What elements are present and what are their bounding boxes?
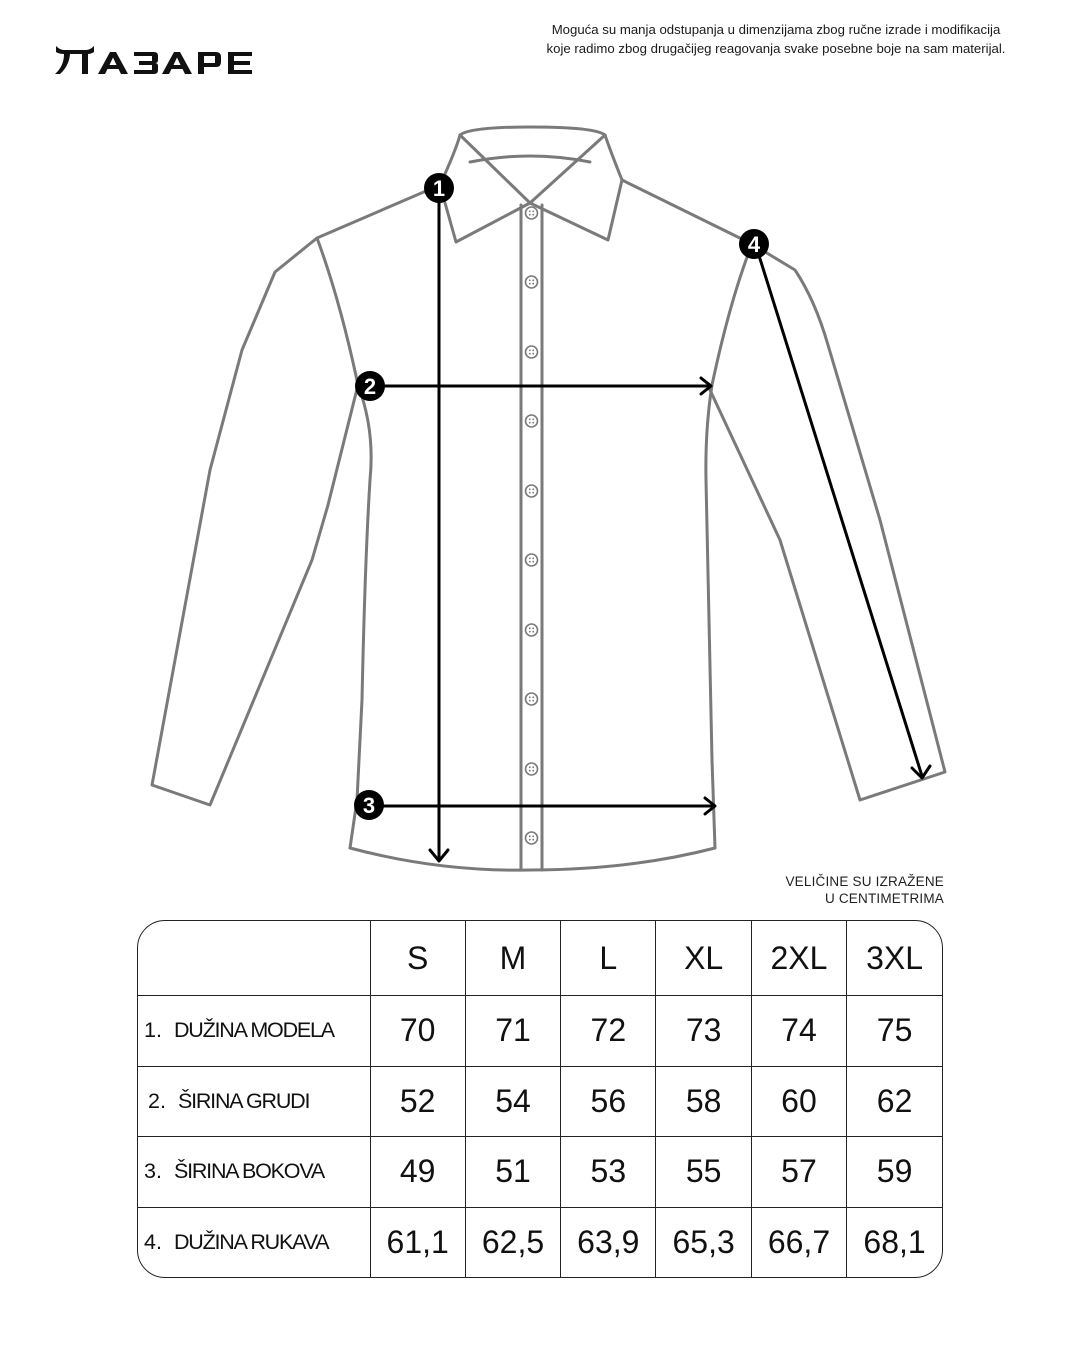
row-number: 2. (148, 1088, 166, 1113)
value-cell: 63,9 (561, 1207, 656, 1277)
value-cell: 72 (561, 996, 656, 1067)
table-header-row (138, 921, 942, 996)
value-cell: 54 (465, 1066, 560, 1137)
svg-text:4: 4 (747, 232, 761, 257)
size-table (138, 921, 942, 1277)
size-header-3xl: 3XL (847, 921, 942, 996)
value-cell: 62,5 (465, 1207, 560, 1277)
shirt-measurement-diagram (0, 100, 1080, 880)
size-header-l: L (561, 921, 656, 996)
header-empty-cell (138, 921, 370, 996)
value-cell: 51 (465, 1137, 560, 1208)
marker-4 (739, 229, 769, 259)
value-cell: 59 (847, 1137, 942, 1208)
row-label-text: ŠIRINA GRUDI (177, 1088, 310, 1113)
value-cell: 68,1 (847, 1207, 942, 1277)
value-cell: 60 (751, 1066, 846, 1137)
value-cell: 58 (656, 1066, 751, 1137)
table-row (138, 1066, 942, 1137)
value-cell: 66,7 (751, 1207, 846, 1277)
size-header-m: M (465, 921, 560, 996)
row-label-sirina-grudi (138, 1066, 370, 1137)
value-cell: 70 (370, 996, 465, 1067)
value-cell: 52 (370, 1066, 465, 1137)
disclaimer-line-2: koje radimo zbog drugačijeg reagovanja svake posebne boje na sam materijal. (546, 41, 1006, 56)
svg-text:3: 3 (362, 793, 376, 818)
size-header-2xl: 2XL (751, 921, 846, 996)
row-label-text: ŠIRINA BOKOVA (173, 1159, 325, 1184)
svg-text:2: 2 (363, 374, 377, 399)
value-cell: 71 (465, 996, 560, 1067)
value-cell: 56 (561, 1066, 656, 1137)
value-cell: 74 (751, 996, 846, 1067)
row-number: 1. (144, 1018, 162, 1043)
brand-logo (54, 42, 264, 78)
size-header-s: S (370, 921, 465, 996)
svg-text:1: 1 (432, 176, 446, 201)
units-note (740, 873, 944, 907)
row-number: 3. (144, 1159, 162, 1184)
value-cell: 65,3 (656, 1207, 751, 1277)
value-cell: 75 (847, 996, 942, 1067)
row-label-text: DUŽINA MODELA (173, 1018, 334, 1043)
value-cell: 49 (370, 1137, 465, 1208)
table-row (138, 1207, 942, 1277)
table-row (138, 1137, 942, 1208)
disclaimer-line-1: Moguća su manja odstupanja u dimenzijama zbog ručne izrade i modifikacija (551, 22, 1001, 37)
shirt-outline-icon (0, 100, 1080, 880)
disclaimer-text (496, 20, 1056, 58)
marker-2 (355, 371, 385, 401)
value-cell: 62 (847, 1066, 942, 1137)
value-cell: 73 (656, 996, 751, 1067)
marker-3 (354, 790, 384, 820)
value-cell: 61,1 (370, 1207, 465, 1277)
table-row (138, 996, 942, 1067)
units-note-line-1: VELIČINE SU IZRAŽENE (785, 874, 944, 889)
row-number: 4. (144, 1229, 162, 1254)
units-note-line-2: U CENTIMETRIMA (824, 891, 944, 906)
brand-logo-mark (54, 42, 264, 78)
value-cell: 55 (656, 1137, 751, 1208)
size-chart-table (137, 920, 943, 1278)
size-header-xl: XL (656, 921, 751, 996)
row-label-duzina-rukava (138, 1207, 370, 1277)
value-cell: 57 (751, 1137, 846, 1208)
row-label-text: DUŽINA RUKAVA (173, 1229, 329, 1254)
marker-1 (424, 173, 454, 203)
value-cell: 53 (561, 1137, 656, 1208)
row-label-sirina-bokova (138, 1137, 370, 1208)
row-label-duzina-modela (138, 996, 370, 1067)
